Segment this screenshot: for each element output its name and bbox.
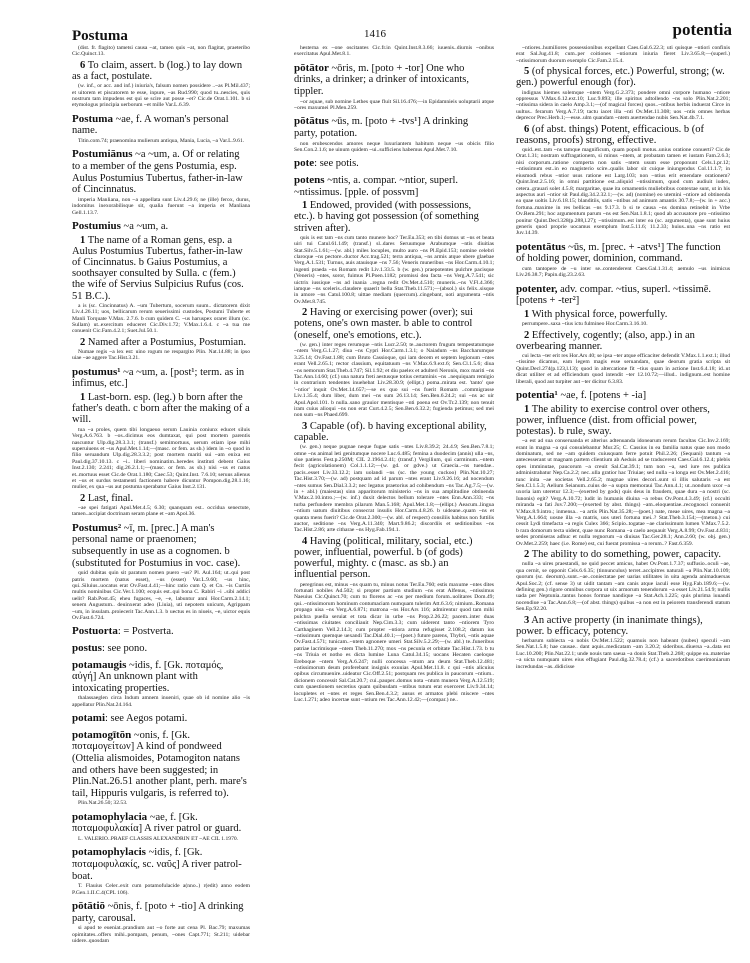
dictionary-entry: [294, 45, 494, 58]
sense-number: 1: [524, 308, 530, 320]
dictionary-entry: [516, 45, 730, 237]
headword: potenter,: [516, 282, 558, 295]
citation-block: cui lecta ~ter erit res Hor.Ars 40; se ipsa ~ter atque efficaciter defendit V.Max.1.1.ext.1; illud ~tissime dicamus, eam legem magis esse seruandam, quae deorum gratia scripta sit Quint.Decl.274(p.123,l.13); quod in altercatione fit ~tius quam in actione Inst.6.4.18; id..ut dicat utiliter et ad efficiendum quod intendit ~ter 12.10.72;—illud.. indignum..est homine liberali, quod aut turpiter aut ~ter dicitur 6.3.83.: [516, 352, 730, 385]
citation-block: quid dubitas quin sit paratum nomen puero ~us? Pl. Aul.164; ut..qui post patris mortem (natus esset), ~us (esset) Var.L.9.60; ~us hinc, qui..Siluius..uocatus erat Ov.Fast.4.41;—hinc ratio cum Q. et Cn. ~is Curtiis multis nominibus Cic.Ver.1.100; ecquis est..qui bona C. Rabiri ~i ..sibi addici uelit? Rab.Post.45; eheu fugaces, ~e, ~e, labuntur anni Hor.Carm.2.14.1; senem Augustum.. deuinxerat adeo (Liuia), uti nepotem unicum, Agrippam ~um, in insulam..proiecerit Tac.Ann.1.3. b uectus es in niueis, ~e, uictor equis Ov.Fast.6.724.: [72, 570, 250, 621]
entry-definition: ~ī, m. [prec.] A man's personal name or praenomen; subsequently in use as a cognomen. b (substituted for Postumius in voc. case).: [72, 522, 241, 569]
headword: potentātus: [516, 240, 566, 253]
entry-definition: ~idis, f. [Gk. ποταμοφυλακίς, sc. ναῦς] A river patrol-boat.: [72, 847, 242, 882]
dictionary-entry: [72, 730, 250, 807]
citation-block: hesterna ex ~one oscitantes Cic.fr.in Quint.Inst.8.3.66; iuuenis..diurnis ~onibus exercitatus Apul.Met.8.1.: [294, 45, 494, 58]
column-3: [516, 44, 730, 675]
dictionary-entry: [72, 643, 250, 655]
headword: pote: [294, 157, 315, 170]
citation-block: ~or aquae, sub nomine Lethes quae fluit Sil.16.476;—in Epidamnieis uoluptarii atque ~ores maxumei Pl.Men.259.: [294, 98, 494, 111]
entry-head: [72, 221, 250, 233]
sense-definition: [516, 615, 730, 637]
headword: potamaugis: [72, 658, 127, 671]
headword: Postuorta: [72, 625, 118, 638]
headword: pōtātus: [294, 115, 329, 128]
sense-text: Last, final.: [87, 492, 134, 504]
headword: potens: [294, 174, 325, 186]
dictionary-entry: [72, 114, 250, 145]
sense-definition: [516, 66, 730, 88]
sense-definition: [516, 330, 730, 352]
citation-block: a is (sc. Cincinnatus) A. ~um Tubertum, socerum suum.. dictatorem dixit Liv.4.26.11; uos, bellicarum rerum seuerissimi custodes, Postumi Tuberte et Manli Torquate V.Max. 2.7.6. b cum quidem C. ~us haruspex oraret illum (sc. Sullam) ut..exercitum educeret Cic.Div.1.72; V.Max.1.6.4. c ~a tua me conuenit Cic.Fam.4.2.1; Suet.Jul.50.1.: [72, 302, 250, 335]
entry-head: [72, 847, 250, 882]
citation-block: (w. inf., or acc. and inf.) iniuria's, falsum nomen possidere ..~as Pl.Mil.437; et uitorem et piscatorem te esse, inpure, ~as Rud.990; quod tu..nescies, quis nostrum tam impudens est qui se scire aut posse ~et? Cic.de Orat.1.101. b si etymologus principia uerborum ~et mille Var.L.6.39.: [72, 83, 250, 109]
headword: Postumus²: [72, 521, 122, 534]
sense-text: The ability to exercise control over others, power, influence (dist. from official power, potestas). b rule, sway.: [516, 403, 710, 437]
sense-definition: [294, 200, 494, 234]
citation-block: cum tantopere de ~u inter se..contenderent Caes.Gal.1.31.4; aemulo ~us inimicus Liv.26.38.7; Papin.dig.23.2.63.: [516, 265, 730, 279]
sense-number: 6: [524, 123, 530, 135]
dictionary-entry: [516, 390, 730, 670]
entry-head: [294, 175, 494, 198]
dictionary-entry: [72, 713, 250, 725]
citation-block: Titin.com.74; praenomina mulierum antiqua, Mania, Lucia, ~a Var.L.9.61.: [78, 138, 245, 145]
citation-block: Numae regis ~a lex est: uino rogum ne respargito Plin. Nat.14.88; in ipso uiae ~ae aggere Tac.Hist.3.21.: [72, 349, 250, 362]
sense-text: The ability to do something, power, capacity.: [531, 549, 721, 561]
entry-definition: : = Postverta.: [117, 626, 174, 638]
sense-definition: [72, 392, 250, 426]
entry-head: [72, 367, 250, 390]
entry-definition: ~a ~um, a.: [120, 221, 169, 233]
sense-definition: [516, 309, 730, 320]
citation-block: non erubescendos amores neque luxuriantem habitum neque ~us obicis filio Sen.Con.2.1.6; ne uinum quidem ~ui..sufficiens habemus Apul.Met.7.10.: [294, 140, 494, 153]
dictionary-entry: [72, 221, 250, 362]
sense-text: With physical force, powerfully.: [531, 308, 668, 320]
sense-definition: [294, 307, 494, 341]
entry-head: [72, 149, 250, 195]
sense-text: Effectively, cogently; (also, app.) in an overbearing manner.: [516, 329, 695, 352]
sense-text: The name of a Roman gens, esp. a Aulus Postumius Tubertus, father-in-law of Cincinnatus. b Gaius Postumius, a soothsayer consulted by Sulla. c (fem.) the wife of Servius Sulpicius Rufus (cos. 51 B.C.).: [72, 234, 244, 302]
dictionary-entry: [294, 158, 494, 170]
sense-text: (of abst. things) Potent, efficacious. b (of reasons, proofs) strong, effective.: [516, 123, 705, 146]
headword: pōtātor: [294, 61, 329, 74]
dictionary-entry: [72, 812, 250, 843]
sense-text: An active property (in inanimate things), power. b efficacy, potency.: [516, 614, 703, 637]
sense-definition: [294, 421, 494, 443]
entry-head: [294, 116, 494, 139]
headword: Postumius: [72, 220, 121, 233]
entry-head: [294, 158, 494, 170]
sense-number: 6: [80, 59, 86, 71]
sense-text: (of physical forces, etc.) Powerful, strong; (w. gen.) powerful enough (for).: [516, 66, 725, 89]
citation-block: (w. gen.) neque pugnae neque fugae satis ~ntes Liv.8.39.2; 24.4.9; Sen.Ben.7.8.1; omne ~ns animal leti genitumque nocere Luc.6.485; femina a duodecim (annis) ulla ~ns, siue patiens Fest.p.250M; CIL 2.1964.2.41; (transf.) Vergilium, qui carminum..~ntem fecit (agricolationem) Col.1.1.12;—(w. gd. or gdve.) ut Graecia..~ns tuendae.. pacis..esset Liv.33.12.2; iam uolandi ~ns (sc. the young cuckoo) Plin.Nat.10.27; Tac.Hist.3.70;—(w. ad) postquam ad id parum ~ntes erant Liv.9.26.16; ad nocendum ~ntes sumus Sen.Dial.3.3.2; nec legatus praetorius ad cohibendum ~ns Tac.Ag.7.5;—(w. in + abl.) (maiestas) sinn apparitorum ministerio ~ns in sua amplitudine obtinenda V.Max.2.10.intro.;—(w. inf.) duxit delectos bellum tolerare ~ntes Enn.Ann.333; ~ns turba perfundere membra pilarum Man.5.168; Apul.Met.1.8;—(ellipt.) Aeacum..lingua ~ntium uatum diuitibus consecrat insulis Hor.Carm.4.8.26. b uideane..quam ~ns et quanta mens fuerit? Cic.de Orat.2.300;—(w. abl. of respect) consiliis habitus non futtilis auctor, seditione ~ns Verg.A.11.340; Mart.9.86.2; discordiis et seditionibus ~ns Tac.Hist.2.86; arte citharae ~ns Hyg.Fab.194.1.: [294, 444, 494, 534]
citation-block: herbarum subiecta ~a nobis Ov.Met.1.522; quamuis non habeant (nubes) speculi ~am Sen.Nat.1.5.8; hae causae.. dant aquis..medicatam ~am 3.20.2; sideribus..diuersa ~a..data est Luc.10.200; Plin.Nat.22.1; unde nouis tam saeua ~a donis Stat.Theb.2.268; quippe ea..materiae ~a uicta numquam uires eius effugiant Paul.dig.32.78.4; (cf.) a sacerdotibus caerimoniarum incredundas ~as..didicisse: [516, 637, 730, 670]
sense-number: 2: [524, 549, 530, 561]
citation-block: Plin.Nat.26.50; 32.53.: [78, 800, 128, 807]
sense-number: 3: [524, 614, 530, 626]
citation-block: thalassaeglen circa Indum amnem inueniri, quae ob id nomine alio ~is appellatur Plin.Nat.24.164.: [72, 695, 250, 708]
entry-head: [294, 63, 494, 98]
headword: potamogītōn: [72, 728, 132, 741]
dictionary-entry: [72, 901, 250, 944]
entry-head: [72, 713, 250, 725]
citation-block: T. Flauius Celer..exit cum potamofulacide a(nno..) r(edit) anno eodem P.Gen.1.II.C.4(CPL 106).: [72, 883, 250, 896]
citation-block: si apud te eueniat..prandium aut ~o forte aut cena Pl. Bac.79; maxumas opimitates..offers mihi..pompam, penum, ~ones Capt.771; St.211; uidebar uidere..quosdam: [72, 925, 250, 944]
citation-block: ~ntiores..humiliores possessionibus expellant Caes.Gal.6.22.3; uti quisque ~ntiori confinis erat Sal.Jug.41.8; cum..per coitiones ~ntiorum iniuria fieret Liv.3.65.8;—(superl.) ~ntissimorum duorum exemplo Cic.Fam.2.15.4.: [516, 45, 730, 64]
citation-block: quis is est tam ~ns cum tanto munere hoc? Ter.Eu.353; en tibi domus ut ~ns et beata uiri tui Catul.61.149; (transf.) sl..dares Seruumque Arabumque ~ntis diuitias Stat.Silv.5.1.61;—(w. abl.) miles locuples, multo auro ~ns Pl.Epid.153; nomine celebri claroque ~ns pectore..ductor Acc.trag.521; terra antiqua, ~ns armis atque ubere glaebae Verg.A.1.531; Turnus, auis atauisque ~ns 7.56; Veneris muneribus ~ns Hor.Carm.4.10.1; ingenti praeda ~ns Romam redit Liv.1.33.5. b (w. gen.) praepotentes pulchre pacisque (Veneris) ~ntes, soror, fuimus Pl.Poen.1182; promissi dea facta ~ns Verg.A.7.541; sic uictrix iussique ~ns ad inania ..regna redit Ov.Met.4.510; muneris..~ns V.Fl.4.366; iamque ~ns sceleris..claudere quaerit bella Stat.Theb.11.571;—(absol.) sis felix..sisque in amore ~ns Catul.100.8; uittae mediam (quercum)..cingebant, uoti argumenta ~ntis Ov.Met.8.745.: [294, 234, 494, 305]
entry-definition: ~ōris, m. [poto + -tor] One who drinks, a drinker; a drinker of intoxicants, tippler.: [294, 62, 469, 97]
entry-definition: ~ae, f. A woman's personal name.: [72, 113, 229, 137]
entry-definition: ~ūs, m. [poto + -tvs¹] A drinking party, potation.: [294, 116, 469, 139]
entry-head: [72, 730, 250, 800]
citation-block: perrumpere..saxa ~tius ictu fulmineo Hor.Carm.3.16.10.: [522, 321, 648, 328]
sense-number: 4: [302, 535, 308, 547]
citation-block: imperia Manliana, non ~a appellata sunt Liv.4.29.6; ne (ille) ferox, durus, indomitus inexorabilisque sit, qualia fuerunt ~a imperia et Manliana Gell.1.13.7.: [72, 196, 250, 216]
sense-number: 2: [80, 336, 86, 348]
sense-number: 1: [80, 234, 86, 246]
guide-word-left: Postuma: [72, 28, 128, 44]
sense-text: Named after a Postumius, Postumian.: [87, 336, 246, 348]
citation-block: (dist. fr. flagito) tametsi causa ~at, tamen quis ~at, non flagitat, praeteribo Cic.Quinct.13.: [72, 45, 250, 58]
citation-block: peregrinus est, minus ~ns quam tu, minus notus Ter.Eu.760; estis maxume ~ntes dites fortunati nobiles Ad.502; si propter partium studium ~ns erat Alfenus, ~ntissimus Naeuius Cic.Quinct.70; cum tu florens ac ~ns per medium forum..uolitares Dom.49; qui..~ntissimorum hominum contumaciam numquam tulerim Att.6.3.6; nimium..Romana propago uisa ~ns Verg.A.6.871; matrona ~ns Hor.Ars 116; admirentur quod tam mihi pulchra puella seruiat et tota dicar in urbe ~ns Prop.2.26.22; pacem..inter duas ~ntissimas ciuitates conciliauit Nep.Cim.3.3; cum uiderent tanto ~ntiorem Tyro Carthaginem Vell.2.14.3; cum propter ~ntiora arma refugisset 2.108.2; datum ius ~ntissimum quemque uexandi Tac.Dial.40.1;—(poet.) future parens, Thybri, ~ntis aquae Ov.Fast.4.571; tunicam..~ntem agnonere umeri Stat.Silv.5.2.29;—(w. abl.) te..funeribus patriae lacrimisque ~ntem Theb.11.270; mox ~ns pecunia et orbitate Tac.Hist.1.73. b tu ~ns Triuia et notho es dicta lumine Luna Catul.34.15; uocans Hecaten caeloque Ereboque ~ntem Verg.A.6.247; nulli concessa ~ntum ara deum Stat.Theb.12.481; ~ntissimorum deum proferebant insignis exuuias Apul.Met.11.8. c qui ~ntis alicuius opibus circumuenire..uideatur Cic.Off.2.51; postquam res publica in paucorum ~ntium.. dicionem concessit Sal.Cat.20.7; cui..pauper..domus nota ~ntum munera Verg.A.12.519; cum quaestionem secretius quam quibusdam ~ntibus tutum erat exerceret Liv.9.34.14; locupletes et ~ntes et reges Sen.Ben.4.3.2; ausus et armatos plebi miscere ~ntes Luc.1.271; adeo incertae sunt ~ntium res Tac.Ann.12.42;—(compar.) ne..: [294, 581, 494, 703]
sense-text: Endowed, provided (with possessions, etc.). b having got possession (of something striven after).: [294, 200, 479, 234]
dictionary-entry: [72, 523, 250, 622]
entry-head: [72, 660, 250, 695]
page-number: 1416: [364, 28, 386, 40]
headword: postumus¹: [72, 365, 121, 378]
headword: potamophylacia: [72, 810, 148, 823]
entry-definition: ~a ~um, a. [post¹; term. as in infimus, etc.]: [72, 366, 245, 390]
entry-definition: ~ūs, m. [prec. + -atvs¹] The function of holding power, dominion, command.: [516, 241, 721, 265]
dictionary-entry: [72, 660, 250, 709]
dictionary-entry: [72, 847, 250, 896]
sense-definition: [516, 549, 730, 560]
headword: Postumiānus: [72, 148, 133, 161]
sense-text: Last-born. esp. (leg.) b born after the father's death. c born after the making of a will.: [72, 392, 250, 426]
entry-head: [72, 901, 250, 924]
sense-text: Having or exercising power (over); sui potens, one's own master. b able to control (oneself, one's emotions, etc.).: [294, 307, 473, 341]
entry-head: [516, 390, 730, 402]
sense-text: To claim, assert. b (log.) to lay down as a fact, postulate.: [72, 59, 243, 83]
sense-definition: [516, 124, 730, 146]
sense-definition: [72, 337, 250, 348]
dictionary-entry: [72, 149, 250, 216]
headword: potami: [72, 712, 105, 725]
citation-block: ~a est ad sua conseruanda et alterius adtenuanda idonearum rerum facultas Cic.Inv.2.169; erant in magna ~a qui consulebantur Mur.25; C. Cassius in ea familia natus quae non modo dominatum, sed ne ~am quidem cuiusquam ferre potuit Phil.2.26; (Sequani) tantum ~a antecesserant ut magnam partem clientium ab Aeduis ad se traducerent Caes.Gal.6.12.4; plebis opes imminutae, paucorum ~a creuit Sal.Cat.39.1; tum non ~a, sed iure res publica administrabatur Nep.Ca.2.2; nec..ulla gratior hac Triuiae; sed nulla ~a longa est Ov.Met.2.416; tunc inita ~ae societas Vell.2.65.2; magnae uires decori..sunt si illis salutaris ~a est Sen.Cl.1.5.3; Aelium Seianum..cuius de ~a supra memoraui Tac.Ann.4.1; ut..nondum uxor ~a uxoria iam uteretur 12.3;—(exerted by gods) quis deus in fraudem, quae dura ~a nostri (sc. Iunonis) egit? Verg.A.10.72; ludit in humanis diuina ~a rebus Ov.Pont.4.3.49; (cf.) occulti miranda ~a fati Juv.7.200;—(exerted by abst. things) ~am..eloquentiae..recognosci conuenit V.Max.8.9.intro.; inmensa.. ~a artis Plin.Nat.35.28;—(poet.) nate, meae uires, mea magna ~a Verg.A.1.664; uosne illa ~a matris, uos uteri fortuna mei..? Stat.Theb.3.154;—(meton.) cui cessit Lydi timefacta ~a regis Culex 366; Scipio..togatae ~ae clarissimum lumen V.Max.7.5.2. b rara domorum tecta uident, quae nunc Romana ~a caelo aequauit Verg.A.8.99; Ov.Fast.4.831; sedes promiseras adhuc et nulla regnorum ~a diuisas Tac.Ger.28.1; Ann.2.60; (w. obj. gen.) Ov.Met.2.259; haec (i.e. Rome) est, cui fuerat promissa ~a rerum..? Fast.6.359.: [516, 438, 730, 547]
dictionary-entry: [516, 284, 730, 385]
headword: postus: [72, 641, 102, 654]
citation-block: ~ae spei fatigati Apul.Met.4.5; 6.30; quanquam est.. occidua senectute, tamen..accipiat doctrinam seram plane et ~am Apol.36.: [72, 504, 250, 518]
citation-block: indignas hiemes solemque ~ntem Verg.G.2.373; pondere omni corpore humano ~ntiore oppressus V.Max.6.12.ext.10; Luc.9.893; ille spiritus adtollendo ~ns solo Plin.Nat.2.201; ~ntissima sidera in caelo Amp.3.1;—(of magical forces) quos..~ntibus herbis induerat Circe in uultus.. ferarum Verg.A.7.19; tactu iacet illa ~nti Ov.Met.11.308; uos ~ntis omnes herbas deprecor Prec.Herb.1;—esse..ulm quandam ~ntem auertendae nubis Sen.Nat.4b.7.1.: [516, 89, 730, 122]
sense-number: 1: [524, 403, 530, 415]
entry-definition: ~ae, f. [potens + -ia]: [557, 389, 647, 401]
sense-definition: [294, 536, 494, 581]
citation-block: nulla ~a uires praestandi, ne quid peccet amicus, habet Ov.Pont.1.7.37; suffusio..oculi ~ae, qua cernit, se opponit Cels.6.6.35; (tinnunculus) terret..accipitres naturali ~a Plin.Nat.10.109; quorum (sc. deorum)..sunt..~ae..coniectatae per uarias utilitates in uita agenda animaduersas Apul.Soc.2; (cf. sense 3) ut uidit tantam ~am canis atque iaculi esse Hyg.Fab.189.6;—(w. defining gen.) rigore omnibus corpora ut uix armorum tenendorum ~a esset Liv.21.54.9; nullis uada per Neptunia..tantus honos formae nandique ~a Stat.Ach.1.225; quis plurima iuuandi nocendiue ~a Tac.Ann.6.8;—(of abst. things) quibus ~a non est in peiorem transferendi statum Sen.Ep.92.20.: [516, 561, 730, 613]
entry-definition: adv. compar. ~tius, superl. ~tissimē. [potens + -ter²]: [516, 283, 712, 307]
headword: Postuma: [72, 112, 113, 125]
page-header: [0, 0, 750, 44]
guide-word-right: potentia: [672, 20, 732, 39]
dictionary-entry: [72, 45, 250, 109]
sense-text: Capable (of). b having exceptional ability, capable.: [294, 420, 487, 443]
citation-block: (w. gen.) inter reges rerumque ~ntis Lucr.2.50; te..auctorem frugum tempestatumque ~ntem Verg.G.1.27; diua ~ns Cypri Hor.Carm.1.3.1; o Naiadum ~ns Baccharumque 3.25.14; Ov.Fast.1.88; cum Bruto Cassioque, qui iam decem et septem legionum ~ntes erant Vell.2.65.1; rector classium, equitatuum ~ns V.Max.6.9.ext.6; Sen.Cl.1.5.6; diua ~ns nemorum Stat.Theb.4.747; Sil.1.92; et diu paelex et adulteri Neronis, mox mariti ~ns Tac.Ann.14.60; (cf.) una natura freti aestusque totius certaminis ~ns ..nequiquam remigio in contrarium tendentes inuehebat Liv.28.30.9; (ellipt.) poma..mirata est. 'tanto' que '~ntior' inquit Ov.Met.14.657;—se ex quo sui ~ns fuerit Romam ..commigrasse Liv.1.35.4; dum liber, dum mei ~ns sum 26.13.14; Sen.Ben.6.24.2; sui ~ns ac uir Apul.Apol.101. b nulla..sano grauior mentisque ~nti poena est Ov.Tr.2.139; non tenuit iram cuius alioqui ~ns non erat Curt.4.2.5; Sen.Ben.6.32.2; fugienda petimus; sed mei non sum ~ns Phaed.699.: [294, 341, 494, 419]
sense-text: Having (political, military, social, etc.) power, influential, powerful. b (of gods) powerful, mighty. c (masc. as sb.) an influential person.: [294, 535, 473, 581]
entry-definition: : see potis.: [314, 158, 359, 170]
entry-head: [72, 643, 250, 655]
entry-head: [72, 626, 250, 638]
dictionary-entry: [72, 367, 250, 518]
dictionary-entry: [294, 175, 494, 703]
entry-definition: ~onis, f. [Gk. ποταμογείτων] A kind of pondweed (Ottelia alismoides, Potamogiton natans and others have been suggested; in Plin.Nat.26.51 another plant, perh. mare's tail, Hippuris vulgaris, is referred to).: [72, 729, 247, 799]
sense-definition: [72, 60, 250, 82]
dictionary-entry: [72, 626, 250, 638]
sense-number: 2: [524, 329, 530, 341]
entry-definition: ~ntis, a. compar. ~ntior, superl. ~ntissimus. [pple. of possvm]: [294, 175, 458, 198]
entry-head: [72, 114, 250, 137]
entry-definition: : see Aegos potami.: [105, 713, 188, 725]
dictionary-entry: [294, 63, 494, 112]
sense-definition: [72, 235, 250, 302]
entry-definition: : see pono.: [101, 642, 148, 654]
dictionary-entry: [516, 242, 730, 279]
entry-definition: ~idis, f. [Gk. ποταμός, αὐγή] An unknown plant with intoxicating properties.: [72, 659, 224, 694]
column-2: [294, 44, 494, 708]
entry-definition: ~ōnis, f. [poto + -tio] A drinking party, carousal.: [72, 900, 244, 924]
headword: potentia¹: [516, 388, 558, 401]
sense-number: 3: [302, 420, 308, 432]
entry-definition: ~a ~um, a. Of or relating to a member of the gens Postumia, esp. Aulus Postumius Tubertus, father-in-law of Cincinnatus.: [72, 149, 243, 196]
entry-head: [516, 284, 730, 307]
entry-definition: ~ae, f. [Gk. ποταμοφυλακία] A river patrol or guard.: [72, 811, 242, 835]
entry-head: [72, 812, 250, 835]
sense-number: 2: [302, 307, 308, 319]
sense-number: 2: [80, 492, 86, 504]
headword: potamophylacis: [72, 846, 146, 859]
column-1: [72, 44, 250, 949]
headword: pōtātiō: [72, 899, 105, 912]
citation-block: quid..est..tam ~ns tamque magnificum, quam populi motus..unius oratione conuerti? Cic.de Orat.1.31; nostram suffragationem, si minus ~ntem, at probatam tamen et iustam Fam.2.6.3; nisi corporum..ratione comperta non satis ~ntem usum esse proponunt Cels.1.pr.12; ~ntissimum est..in eo magisterio scire..qualis labor sit cuique iniungendus Col.11.1.7; in eiusmodi rebus ~ntior usus ratione est Larg.103; non ~ntius erit emendare orationem? Quint.Inst.2.5.16; in omni partitione est..aliquid ~ntissimum, quod cum audiuit iudex, cetera..grauari solet 4.5.8; margaritae, quae ita ornamentis muliebribus contextae sunt, ut in his aspectus auri ~ntior sit Paul.dig.34.2.32.1;—(w. ad) (nomine) eo utemini ~ntiore ad obtinenda ea quae uoltis Liv.6.18.15; blanditiis, satis ~ntibus ad animum amantis 30.7.8;—(w. in + acc.) fortuna..maxime in res bellicas ~ns 9.17.3. b si te causa ~ns domina retinebit in Vrbe Ov.Rem.291; hoc argumentum parum ~ns est Sen.Nat.1.8.1; quod ab accusatore pro ~ntissimo ponitur Quint.Decl.328(p.288,l.27); ~ntissimum..est inter ea (sc. argumenta), quae sunt huius generis quod proprie uocamus exemplum Inst.5.11.6; 11.2.33; huius..una ~ns ratio est Juv.14.39.: [516, 147, 730, 237]
sense-number: 1: [302, 200, 308, 212]
citation-block: L. VALERIO..PRAEF CLASSIS ALEXANDRIN ET ~AE CIL 1.1970.: [78, 835, 239, 842]
sense-number: 1: [80, 392, 86, 404]
citation-block: tua ~a proles, quem tibi longaeuo serum Lauinia coniunx educet siluis Verg.A.6.763. b ~os..dicimus eos dumtaxat, qui post mortem parentis nascuntur Ulp.dig.28.3.3.1; (transf.) semimortuus, uerum etiam ipse mihi superuiuens et ~us Apul.Met.1.14;—(masc. or fem. as sb.) idem in ~o quod in filio seruandum Ulp.dig.28.3.3.2; post mortem mariti sui ~am enixa est Paul.dig.37.10.13. c ~i.. liberi nominatim..heredes instituti debent Gaius Inst.2.130; 2.241; dig.26.2.1.1;—(masc. or fem. as sb.) nisi ~us et natus et..mortuus esset Cic.de Orat.1.180; Caec.53; Quint.Inst. 7.6.10; seruus alienus et ~us et surdus testamenti factionem habere dicuntur Pompon.dig.28.1.16; mulier, ex qua ~us aut postuma sperabatur Gaius Inst.2.131.: [72, 426, 250, 491]
entry-head: [516, 242, 730, 265]
sense-number: 5: [524, 66, 530, 78]
sense-definition: [516, 404, 730, 438]
sense-definition: [72, 493, 250, 504]
dictionary-entry: [294, 116, 494, 153]
entry-head: [72, 523, 250, 569]
